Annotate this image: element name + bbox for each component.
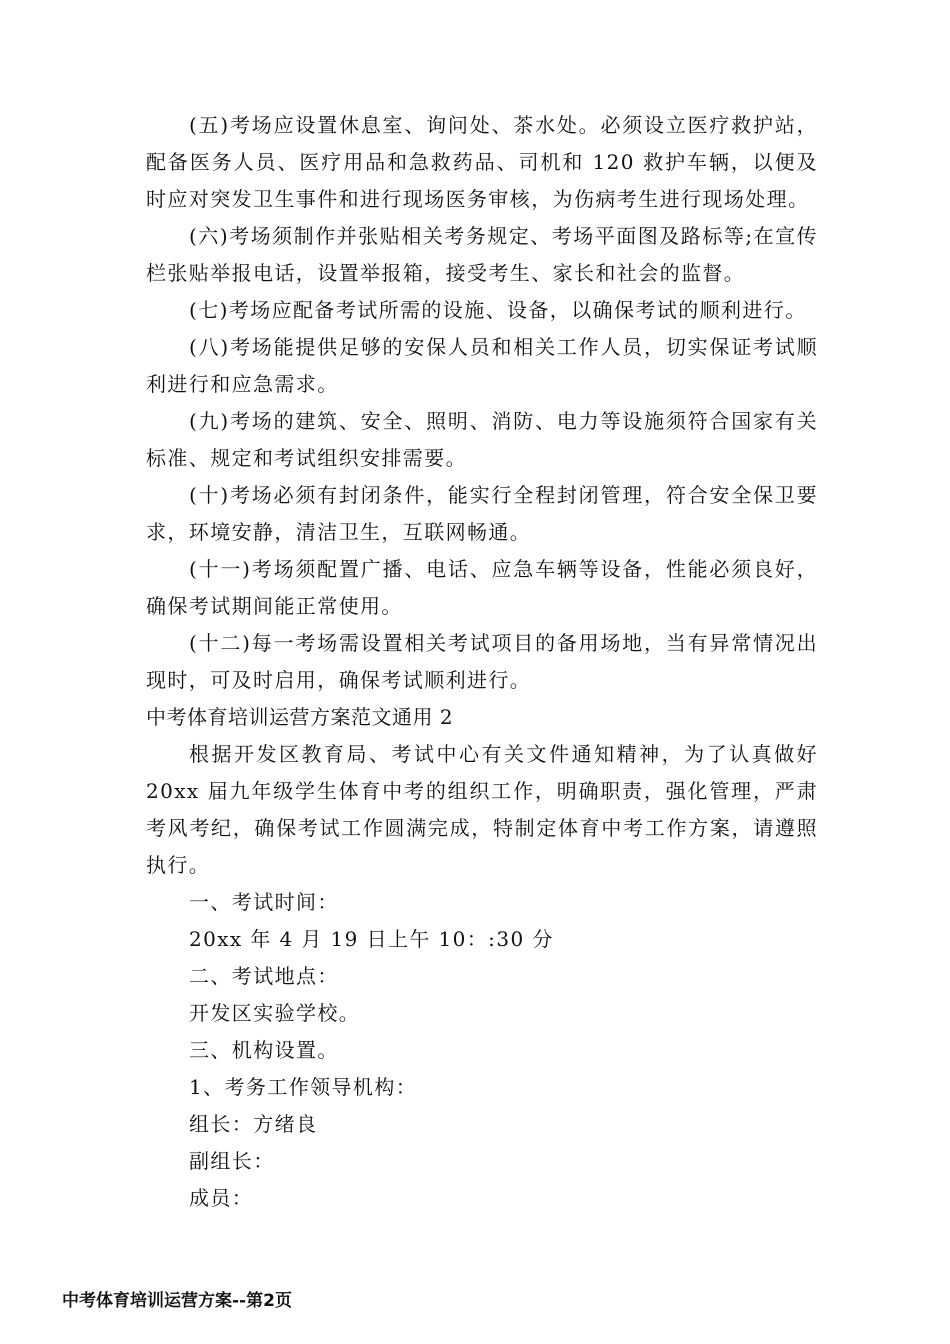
paragraph-8: (八)考场能提供足够的安保人员和相关工作人员，切实保证考试顺利进行和应急需求。 [146,335,818,396]
paragraph-9: (九)考场的建筑、安全、照明、消防、电力等设施须符合国家有关标准、规定和考试组织安排需要。 [146,409,818,470]
exam-location-value: 开发区实验学校。 [189,1001,361,1025]
intro-paragraph: 根据开发区教育局、考试中心有关文件通知精神，为了认真做好 20xx 届九年级学生体育中考的组织工作，明确职责，强化管理，严肃考风考纪，确保考试工作圆满完成，特制定体育中考工作方案，请遵照执行。 [146,742,818,877]
paragraph-11: (十一)考场须配置广播、电话、应急车辆等设备，性能必须良好，确保考试期间能正常使用。 [146,557,818,618]
leadership-heading: 1、考务工作领导机构： [189,1075,418,1099]
document-body [146,107,818,1217]
leader-line: 组长：方绪良 [189,1112,318,1136]
paragraph-6: (六)考场须制作并张贴相关考务规定、考场平面图及路标等;在宣传栏张贴举报电话，设置举报箱，接受考生、家长和社会的监督。 [146,224,818,285]
exam-time-value: 20xx 年 4 月 19 日上午 10：:30 分 [189,927,554,951]
section-title: 中考体育培训运营方案范文通用 2 [146,705,454,729]
page-footer: 中考体育培训运营方案--第2页 [62,1291,292,1311]
paragraph-12: (十二)每一考场需设置相关考试项目的备用场地，当有异常情况出现时，可及时启用，确保考试顺利进行。 [146,631,818,692]
paragraph-5: (五)考场应设置休息室、询问处、茶水处。必须设立医疗救护站，配备医务人员、医疗用品和急救药品、司机和 120 救护车辆，以便及时应对突发卫生事件和进行现场医务审核，为伤病考生进行现场处理。 [146,113,818,211]
exam-location-heading: 二、考试地点： [189,964,339,988]
paragraph-10: (十)考场必须有封闭条件，能实行全程封闭管理，符合安全保卫要求，环境安静，清洁卫生，互联网畅通。 [146,483,818,544]
organization-heading: 三、机构设置。 [189,1038,339,1062]
paragraph-7: (七)考场应配备考试所需的设施、设备，以确保考试的顺利进行。 [189,298,807,322]
deputy-leader-line: 副组长： [189,1149,275,1173]
members-line: 成员： [189,1186,254,1210]
exam-time-heading: 一、考试时间： [189,890,339,914]
